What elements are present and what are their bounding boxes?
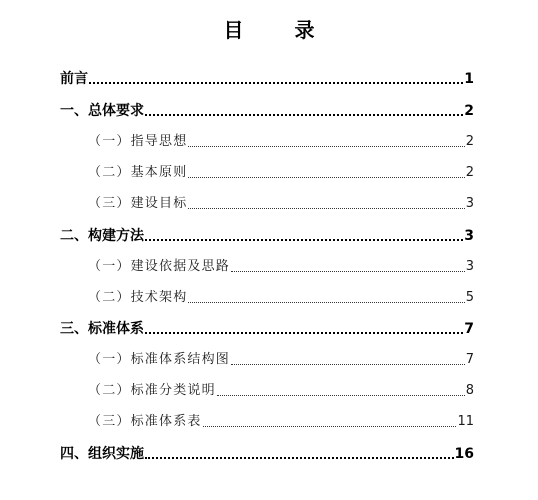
toc-title: 目 录 (223, 18, 337, 42)
toc-entry-page-number: 16 (454, 446, 474, 462)
dot-leader (145, 239, 463, 241)
toc-entry-section-3-3[interactable] (88, 409, 474, 431)
toc-entry-page-number: 3 (464, 228, 474, 244)
dot-leader (145, 332, 463, 334)
toc-entry-section-1-3[interactable] (88, 191, 474, 213)
toc-entry-label: 二、构建方法 (60, 228, 144, 244)
dot-leader (231, 364, 465, 365)
toc-entry-label: （三）建设目标 (88, 196, 188, 211)
toc-entry-section-2[interactable] (60, 223, 474, 245)
toc-entry-label: （二）技术架构 (88, 290, 188, 305)
toc-entry-section-2-1[interactable] (88, 254, 474, 276)
toc-entry-section-4[interactable] (60, 441, 474, 463)
toc-entry-page-number: 3 (465, 196, 474, 211)
dot-leader (145, 457, 454, 459)
toc-entry-page-number: 3 (465, 259, 474, 274)
dot-leader (89, 82, 463, 84)
dot-leader (188, 146, 464, 147)
toc-entry-page-number: 8 (465, 383, 474, 398)
toc-entry-label: （二）标准分类说明 (88, 383, 216, 398)
toc-entry-section-3-2[interactable] (88, 378, 474, 400)
dot-leader (188, 302, 464, 303)
toc-entry-label: 三、标准体系 (60, 321, 144, 337)
toc-entry-page-number: 5 (465, 290, 474, 305)
toc-entry-label: （二）基本原则 (88, 165, 188, 180)
toc-entry-page-number: 1 (464, 71, 474, 87)
toc-entry-label: 前言 (60, 71, 88, 87)
toc-entry-section-1[interactable] (60, 98, 474, 120)
toc-entry-label: 四、组织实施 (60, 446, 144, 462)
toc-entry-label: （一）建设依据及思路 (88, 259, 231, 274)
dot-leader (188, 208, 464, 209)
toc-entry-label: 一、总体要求 (60, 103, 144, 119)
dot-leader (203, 426, 457, 427)
toc-entry-label: （三）标准体系表 (88, 414, 202, 429)
toc-entry-foreword[interactable] (60, 66, 474, 88)
dot-leader (217, 395, 465, 396)
toc-entry-page-number: 2 (465, 165, 474, 180)
toc-entry-section-2-2[interactable] (88, 285, 474, 307)
toc-entry-section-1-2[interactable] (88, 160, 474, 182)
toc-entry-section-3[interactable] (60, 316, 474, 338)
toc-entry-page-number: 7 (464, 321, 474, 337)
toc-entry-label: （一）指导思想 (88, 134, 188, 149)
toc-entry-label: （一）标准体系结构图 (88, 352, 231, 367)
toc-entry-page-number: 11 (457, 414, 474, 429)
toc-entry-section-1-1[interactable] (88, 129, 474, 151)
dot-leader (145, 114, 463, 116)
toc-entry-section-3-1[interactable] (88, 347, 474, 369)
dot-leader (188, 177, 464, 178)
toc-entry-page-number: 2 (465, 134, 474, 149)
toc-entry-page-number: 2 (464, 103, 474, 119)
dot-leader (231, 271, 465, 272)
toc-entry-page-number: 7 (465, 352, 474, 367)
